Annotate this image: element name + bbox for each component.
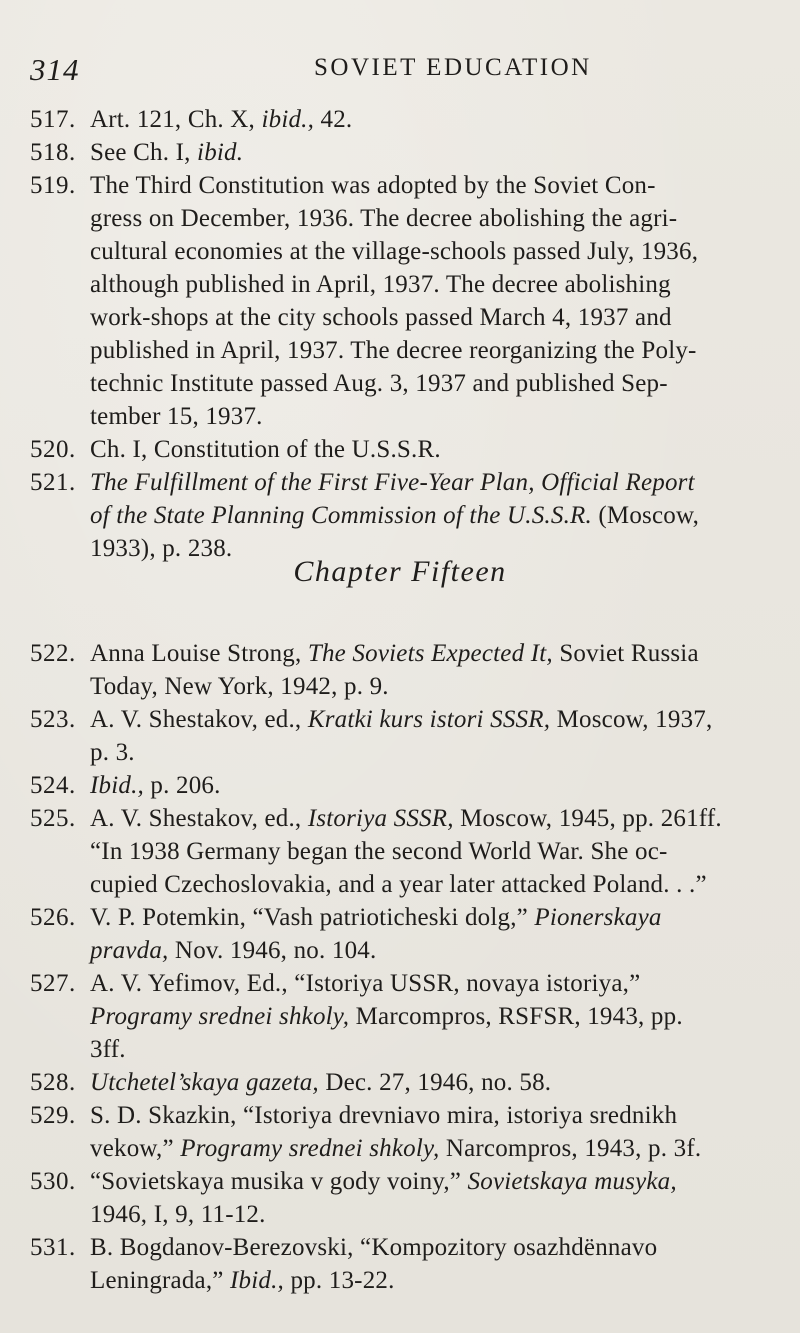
note-number: 520. [30, 436, 76, 463]
note-number: 519. [30, 172, 76, 199]
note-text: A. V. Yefimov, Ed., “Istoriya USSR, novaya istoriya,” Programy srednei shkoly, Marcompros, RSFSR, 1943, pp. 3ff. [90, 970, 683, 1063]
note-text: Utchetel’skaya gazeta, Dec. 27, 1946, no. 58. [90, 1069, 552, 1096]
running-head: SOVIET EDUCATION [314, 54, 592, 81]
note-number: 518. [30, 139, 76, 166]
note-number: 521. [30, 469, 76, 496]
note-text: Art. 121, Ch. X, ibid., 42. [90, 106, 353, 133]
note-text: B. Bogdanov-Berezovski, “Kompozitory osazhdënnavo Leningrada,” Ibid., pp. 13-22. [90, 1234, 658, 1294]
note-number: 517. [30, 106, 76, 133]
note-text: A. V. Shestakov, ed., Kratki kurs istori SSSR, Moscow, 1937, p. 3. [90, 706, 713, 766]
note-text: A. V. Shestakov, ed., Istoriya SSSR, Moscow, 1945, pp. 261ff. “In 1938 Germany began the second World War. She oc- cupied Czechoslovakia, and a year later attacked Poland. . .” [90, 805, 722, 898]
note-number: 531. [30, 1234, 76, 1261]
note-text: S. D. Skazkin, “Istoriya drevniavo mira, istoriya srednikh vekow,” Programy srednei shkoly, Narcompros, 1943, p. 3f. [90, 1102, 702, 1162]
note-text: Ch. I, Constitution of the U.S.S.R. [90, 436, 441, 463]
chapter-heading: Chapter Fifteen [293, 555, 507, 588]
note-number: 525. [30, 805, 76, 832]
note-text: Anna Louise Strong, The Soviets Expected It, Soviet Russia Today, New York, 1942, p. 9. [90, 640, 699, 700]
note-text: Ibid., p. 206. [90, 772, 221, 799]
note-number: 529. [30, 1102, 76, 1129]
note-text: The Third Constitution was adopted by the Soviet Con- gress on December, 1936. The decree abolishing the agri- cultural economies at the village-schools passed July, 1936, although published in April, 1937. The decree abolishing work-shops at the city schools passed March 4, 1937 and published in April, 1937. The decree reorganizing the Poly- technic Institute passed Aug. 3, 1937 and published Sep- tember 15, 1937. [90, 172, 699, 430]
note-number: 522. [30, 640, 76, 667]
note-text: See Ch. I, ibid. [90, 139, 244, 166]
note-text: V. P. Potemkin, “Vash patrioticheski dolg,” Pionerskaya pravda, Nov. 1946, no. 104. [90, 904, 662, 964]
note-number: 527. [30, 970, 76, 997]
page-header [30, 52, 770, 92]
page-number: 314 [30, 52, 80, 87]
note-number: 528. [30, 1069, 76, 1096]
note-text: “Sovietskaya musika v gody voiny,” Sovietskaya musyka, 1946, I, 9, 11-12. [90, 1168, 677, 1228]
note-text: The Fulfillment of the First Five-Year Plan, Official Report of the State Planning Commission of the U.S.S.R. (Moscow, 1933), p. 238. [90, 469, 700, 562]
note-number: 530. [30, 1168, 76, 1195]
note-number: 526. [30, 904, 76, 931]
note-number: 523. [30, 706, 76, 733]
note-number: 524. [30, 772, 76, 799]
